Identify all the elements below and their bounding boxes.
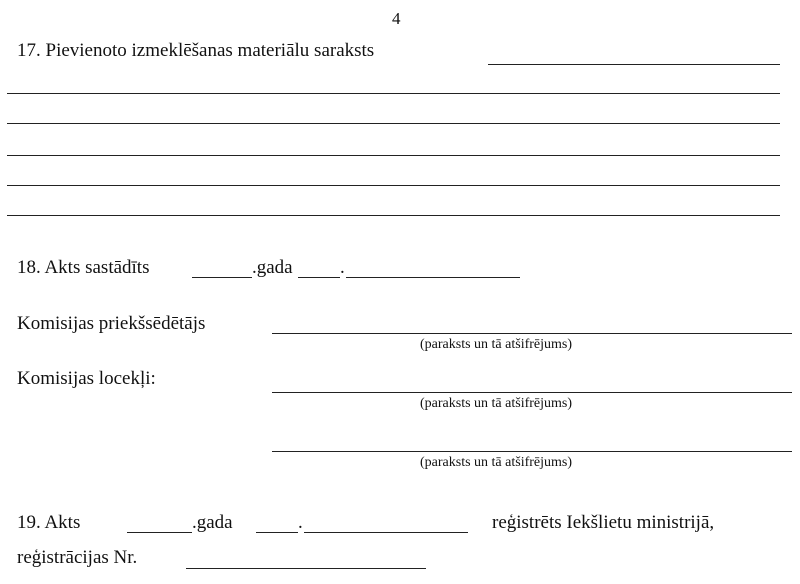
member-1-signature-line (272, 392, 792, 393)
member-1-signature-caption: (paraksts un tā atšifrējums) (420, 396, 573, 411)
item-19-registered: reģistrēts Iekšlietu ministrijā, (492, 512, 715, 533)
member-2-signature-line (272, 451, 792, 452)
chair-label: Komisijas priekšsēdētājs (17, 313, 206, 334)
item-18-month-blank (346, 277, 520, 278)
item-18-gada: .gada (252, 257, 293, 278)
item-18-dot: . (340, 257, 345, 278)
item-19-gada: .gada (192, 512, 233, 533)
members-label: Komisijas locekļi: (17, 368, 156, 389)
item-18-day-blank (298, 277, 340, 278)
materials-line-2 (7, 123, 780, 124)
item-19-month-blank (304, 532, 468, 533)
materials-line-3 (7, 155, 780, 156)
item-17-fill-line (488, 64, 780, 65)
materials-line-4 (7, 185, 780, 186)
materials-line-1 (7, 93, 780, 94)
item-19-label: 19. Akts (17, 512, 81, 533)
item-19-year-blank (127, 532, 192, 533)
item-18-year-blank (192, 277, 252, 278)
item-17-label: 17. Pievienoto izmeklēšanas materiālu saraksts (17, 40, 375, 61)
member-2-signature-caption: (paraksts un tā atšifrējums) (420, 455, 573, 470)
chair-signature-caption: (paraksts un tā atšifrējums) (420, 337, 573, 352)
materials-line-5 (7, 215, 780, 216)
registration-number-blank (186, 568, 426, 569)
item-18-label: 18. Akts sastādīts (17, 257, 150, 278)
item-19-day-blank (256, 532, 298, 533)
registration-number-label: reģistrācijas Nr. (17, 547, 138, 568)
item-19-dot: . (298, 512, 303, 533)
chair-signature-line (272, 333, 792, 334)
page-number: 4 (392, 9, 401, 28)
